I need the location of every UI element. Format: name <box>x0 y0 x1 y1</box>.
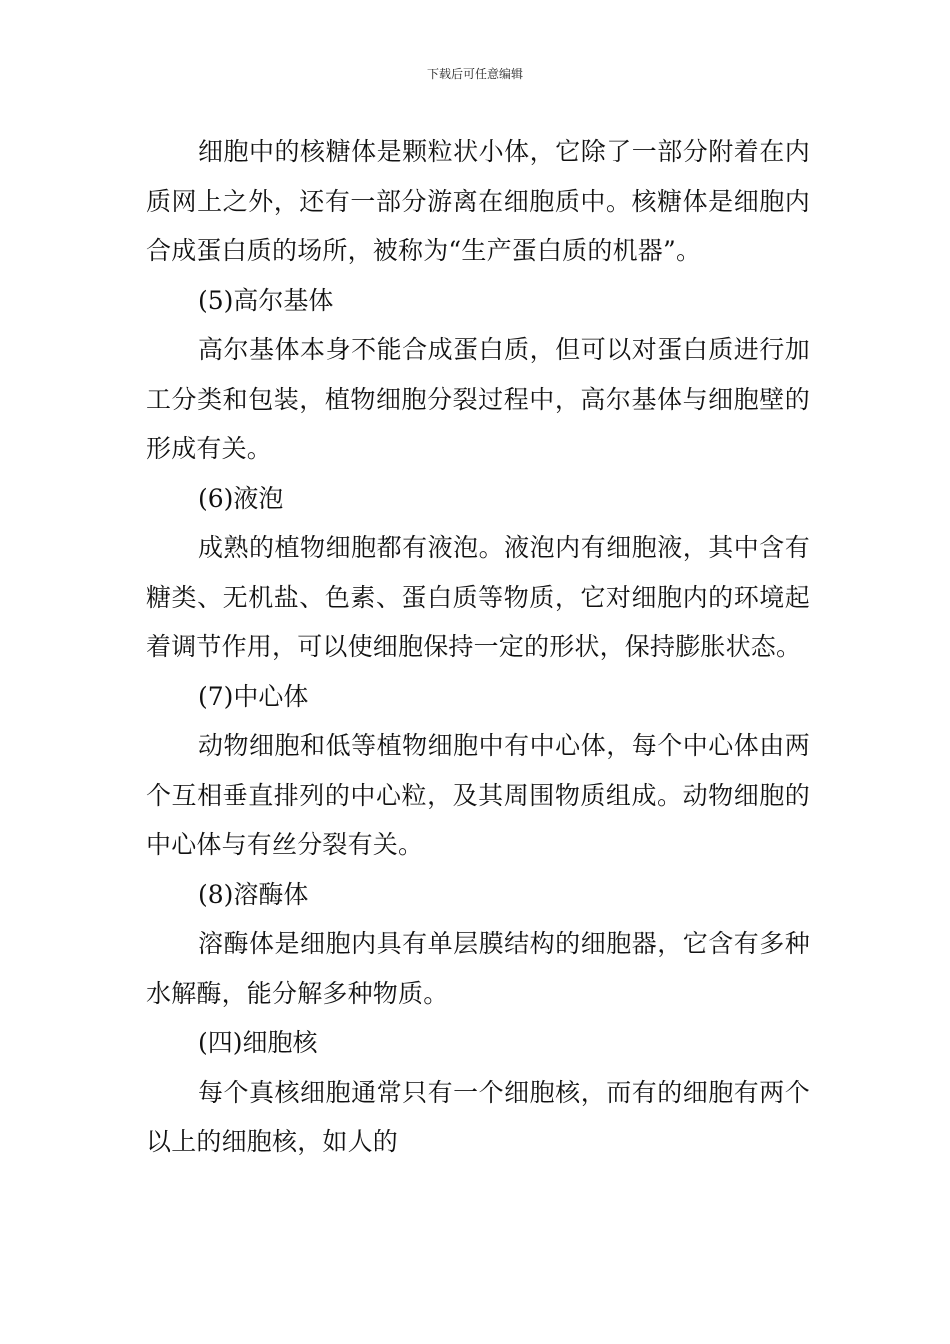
heading-nucleus: (四)细胞核 <box>198 1028 318 1057</box>
paragraph-vacuole: 成熟的植物细胞都有液泡。液泡内有细胞液，其中含有糖类、无机盐、色素、蛋白质等物质，它对细胞内的环境起着调节作用，可以使细胞保持一定的形状，保持膨胀状态。 <box>146 533 810 661</box>
heading-vacuole: (6)液泡 <box>198 483 284 513</box>
heading-lysosome: (8)溶酶体 <box>198 879 309 909</box>
heading-centrosome: (7)中心体 <box>198 681 309 711</box>
paragraph-ribosome: 细胞中的核糖体是颗粒状小体，它除了一部分附着在内质网上之外，还有一部分游离在细胞质中。核糖体是细胞内合成蛋白质的场所，被称为“生产蛋白质的机器”。 <box>146 137 810 265</box>
paragraph-nucleus: 每个真核细胞通常只有一个细胞核，而有的细胞有两个以上的细胞核，如人的 <box>146 1077 810 1156</box>
document-body <box>146 127 810 1167</box>
paragraph-centrosome: 动物细胞和低等植物细胞中有中心体，每个中心体由两个互相垂直排列的中心粒，及其周围物质组成。动物细胞的中心体与有丝分裂有关。 <box>146 731 810 859</box>
heading-golgi: (5)高尔基体 <box>198 285 334 315</box>
page-header: 下载后可任意编辑 <box>426 67 523 81</box>
paragraph-golgi: 高尔基体本身不能合成蛋白质，但可以对蛋白质进行加工分类和包装，植物细胞分裂过程中，高尔基体与细胞壁的形成有关。 <box>146 335 810 463</box>
paragraph-lysosome: 溶酶体是细胞内具有单层膜结构的细胞器，它含有多种水解酶，能分解多种物质。 <box>146 929 810 1008</box>
